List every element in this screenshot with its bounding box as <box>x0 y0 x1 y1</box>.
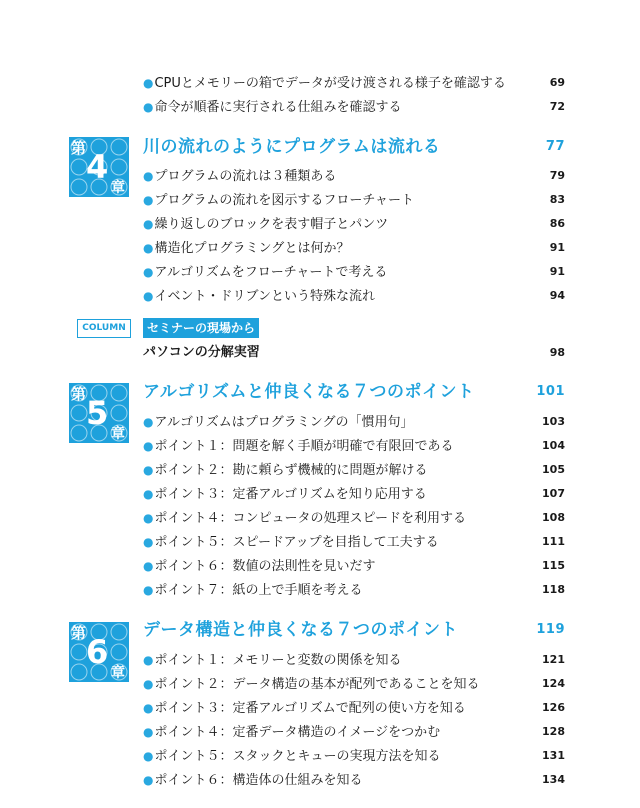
chapter-title-text: アルゴリズムと仲良くなる７つのポイント <box>143 382 475 402</box>
list-item[interactable] <box>143 262 565 282</box>
list-item[interactable] <box>143 698 565 718</box>
page-number: 119 <box>536 622 565 637</box>
bullet-icon: ● <box>143 217 154 231</box>
bullet-icon: ● <box>143 701 154 715</box>
chapter-title[interactable] <box>143 379 565 405</box>
chapter-suffix: 章 <box>111 665 125 681</box>
item-label: アルゴリズムをフローチャートで考える <box>154 265 388 280</box>
item-label: ポイント２：データ構造の基本が配列であることを知る <box>154 677 480 692</box>
page-number: 108 <box>542 511 565 524</box>
list-item[interactable] <box>143 73 565 93</box>
chapter-prefix: 第 <box>71 624 87 642</box>
item-label: ポイント５：スピードアップを目指して工夫する <box>154 535 439 550</box>
list-item[interactable] <box>143 484 565 504</box>
item-label: イベント・ドリブンという特殊な流れ <box>154 289 375 304</box>
page-number: 83 <box>549 193 565 206</box>
item-label: ポイント１：メモリーと変数の関係を知る <box>154 653 402 668</box>
bullet-icon: ● <box>143 100 154 114</box>
chapter-number: 6 <box>86 633 109 671</box>
bullet-icon: ● <box>143 265 154 279</box>
item-label: ポイント１：問題を解く手順が明確で有限回である <box>154 439 454 454</box>
list-item[interactable] <box>143 412 565 432</box>
bullet-icon: ● <box>143 559 154 573</box>
bullet-icon: ● <box>143 773 154 787</box>
item-label: ポイント３：定番アルゴリズムを知り応用する <box>154 487 427 502</box>
bullet-icon: ● <box>143 677 154 691</box>
list-item[interactable] <box>143 556 565 576</box>
page-number: 77 <box>545 139 565 154</box>
chapter-title-text: データ構造と仲良くなる７つのポイント <box>143 620 458 640</box>
bullet-icon: ● <box>143 169 154 183</box>
column-tag: COLUMN <box>77 319 131 338</box>
chapter-title[interactable] <box>143 134 565 160</box>
bullet-icon: ● <box>143 439 154 453</box>
chapter-number: 4 <box>86 148 109 186</box>
item-label: プログラムの流れを図示するフローチャート <box>154 193 414 208</box>
chapter-prefix: 第 <box>71 385 87 403</box>
bullet-icon: ● <box>143 653 154 667</box>
bullet-icon: ● <box>143 535 154 549</box>
list-item[interactable] <box>143 770 565 790</box>
item-label: ポイント６：構造体の仕組みを知る <box>154 773 363 788</box>
chapter-suffix: 章 <box>111 426 125 442</box>
list-item[interactable] <box>143 532 565 552</box>
column-title: パソコンの分解実習 <box>143 345 260 360</box>
list-item[interactable] <box>143 166 565 186</box>
bullet-icon: ● <box>143 193 154 207</box>
list-item[interactable] <box>143 238 565 258</box>
page-number: 104 <box>542 439 565 452</box>
chapter-prefix: 第 <box>71 139 87 157</box>
item-label: 命令が順番に実行される仕組みを確認する <box>154 100 402 115</box>
bullet-icon: ● <box>143 725 154 739</box>
item-label: ポイント４：定番データ構造のイメージをつかむ <box>154 725 441 740</box>
page-number: 98 <box>549 346 565 359</box>
chapter-badge <box>69 137 129 197</box>
column-item[interactable] <box>143 343 565 363</box>
list-item[interactable] <box>143 460 565 480</box>
bullet-icon: ● <box>143 749 154 763</box>
bullet-icon: ● <box>143 415 154 429</box>
bullet-icon: ● <box>143 463 154 477</box>
chapter-badge <box>69 622 129 682</box>
page-number: 69 <box>549 76 565 89</box>
page-number: 105 <box>542 463 565 476</box>
bullet-icon: ● <box>143 583 154 597</box>
page-number: 72 <box>549 100 565 113</box>
page-number: 124 <box>542 677 565 690</box>
chapter-title-text: 川の流れのようにプログラムは流れる <box>143 137 441 157</box>
bullet-icon: ● <box>143 487 154 501</box>
item-label: ポイント２：勘に頼らず機械的に問題が解ける <box>154 463 428 478</box>
page-number: 115 <box>542 559 565 572</box>
page-number: 79 <box>549 169 565 182</box>
page-number: 131 <box>542 749 565 762</box>
page-number: 103 <box>542 415 565 428</box>
chapter-badge <box>69 383 129 443</box>
page-number: 128 <box>542 725 565 738</box>
page-number: 111 <box>542 535 565 548</box>
list-item[interactable] <box>143 436 565 456</box>
chapter-suffix: 章 <box>111 180 125 196</box>
item-label: ポイント４：コンピュータの処理スピードを利用する <box>154 511 466 526</box>
chapter-title[interactable] <box>143 617 565 643</box>
list-item[interactable] <box>143 650 565 670</box>
item-label: 構造化プログラミングとは何か？ <box>154 241 350 256</box>
page-number: 91 <box>549 265 565 278</box>
item-label: 繰り返しのブロックを表す帽子とパンツ <box>154 217 389 232</box>
item-label: ポイント５：スタックとキューの実現方法を知る <box>154 749 441 764</box>
item-label: アルゴリズムはプログラミングの「慣用句」 <box>154 415 414 430</box>
list-item[interactable] <box>143 286 565 306</box>
page-number: 107 <box>542 487 565 500</box>
page-number: 134 <box>542 773 565 786</box>
page-number: 86 <box>549 217 565 230</box>
list-item[interactable] <box>143 508 565 528</box>
item-label: ポイント６：数値の法則性を見いだす <box>154 559 376 574</box>
item-label: ポイント３：定番アルゴリズムで配列の使い方を知る <box>154 701 466 716</box>
page-number: 126 <box>542 701 565 714</box>
page-number: 101 <box>536 384 565 399</box>
list-item[interactable] <box>143 746 565 766</box>
page-number: 91 <box>549 241 565 254</box>
item-label: CPUとメモリーの箱でデータが受け渡される様子を確認する <box>154 76 506 91</box>
bullet-icon: ● <box>143 289 154 303</box>
page-number: 118 <box>542 583 565 596</box>
item-label: ポイント７：紙の上で手順を考える <box>154 583 363 598</box>
list-item[interactable] <box>143 97 565 117</box>
chapter-number: 5 <box>86 394 109 432</box>
page-number: 94 <box>549 289 565 302</box>
bullet-icon: ● <box>143 76 154 90</box>
page-number: 121 <box>542 653 565 666</box>
bullet-icon: ● <box>143 511 154 525</box>
column-heading: セミナーの現場から <box>143 318 259 338</box>
list-item[interactable] <box>143 190 565 210</box>
bullet-icon: ● <box>143 241 154 255</box>
item-label: プログラムの流れは３種類ある <box>154 169 337 184</box>
list-item[interactable] <box>143 722 565 742</box>
list-item[interactable] <box>143 580 565 600</box>
list-item[interactable] <box>143 674 565 694</box>
list-item[interactable] <box>143 214 565 234</box>
